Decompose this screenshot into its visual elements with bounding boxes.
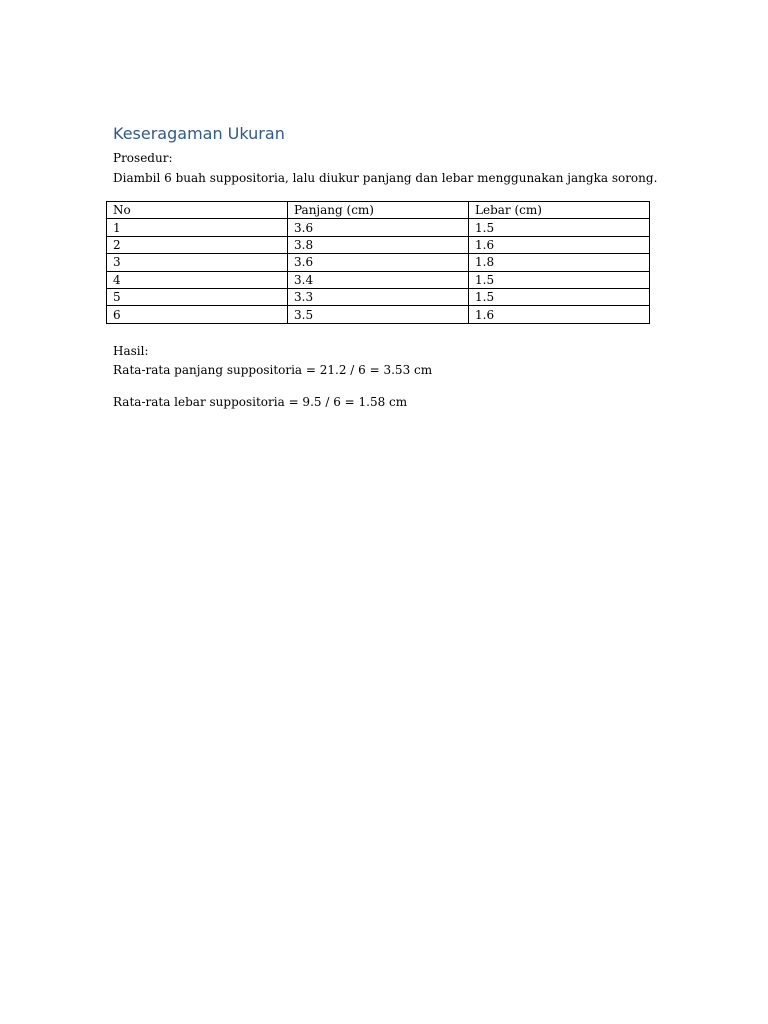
average-length-result: Rata-rata panjang suppositoria = 21.2 / 6 = 3.53 cm [113, 363, 433, 377]
cell-panjang: 3.8 [288, 236, 469, 253]
cell-lebar: 1.5 [469, 219, 650, 236]
header-cell-lebar: Lebar (cm) [469, 202, 650, 219]
header-cell-no: No [107, 202, 288, 219]
header-cell-panjang: Panjang (cm) [288, 202, 469, 219]
cell-no: 5 [107, 288, 288, 305]
cell-panjang: 3.5 [288, 306, 469, 323]
table-row [107, 271, 650, 288]
cell-lebar: 1.8 [469, 254, 650, 271]
measurement-table [106, 201, 650, 324]
cell-lebar: 1.5 [469, 271, 650, 288]
cell-panjang: 3.6 [288, 219, 469, 236]
procedure-label: Prosedur: [113, 151, 173, 165]
table-row [107, 219, 650, 236]
cell-panjang: 3.3 [288, 288, 469, 305]
cell-lebar: 1.5 [469, 288, 650, 305]
table-row [107, 306, 650, 323]
page-title: Keseragaman Ukuran [113, 124, 285, 143]
table-row [107, 254, 650, 271]
cell-lebar: 1.6 [469, 306, 650, 323]
average-width-result: Rata-rata lebar suppositoria = 9.5 / 6 = 1.58 cm [113, 395, 408, 409]
cell-no: 6 [107, 306, 288, 323]
cell-panjang: 3.6 [288, 254, 469, 271]
results-label: Hasil: [113, 344, 149, 358]
cell-no: 3 [107, 254, 288, 271]
cell-no: 1 [107, 219, 288, 236]
table-row [107, 236, 650, 253]
table-header-row [107, 202, 650, 219]
procedure-description: Diambil 6 buah suppositoria, lalu diukur panjang dan lebar menggunakan jangka sorong. [113, 171, 658, 185]
table-row [107, 288, 650, 305]
cell-no: 4 [107, 271, 288, 288]
cell-lebar: 1.6 [469, 236, 650, 253]
cell-panjang: 3.4 [288, 271, 469, 288]
cell-no: 2 [107, 236, 288, 253]
